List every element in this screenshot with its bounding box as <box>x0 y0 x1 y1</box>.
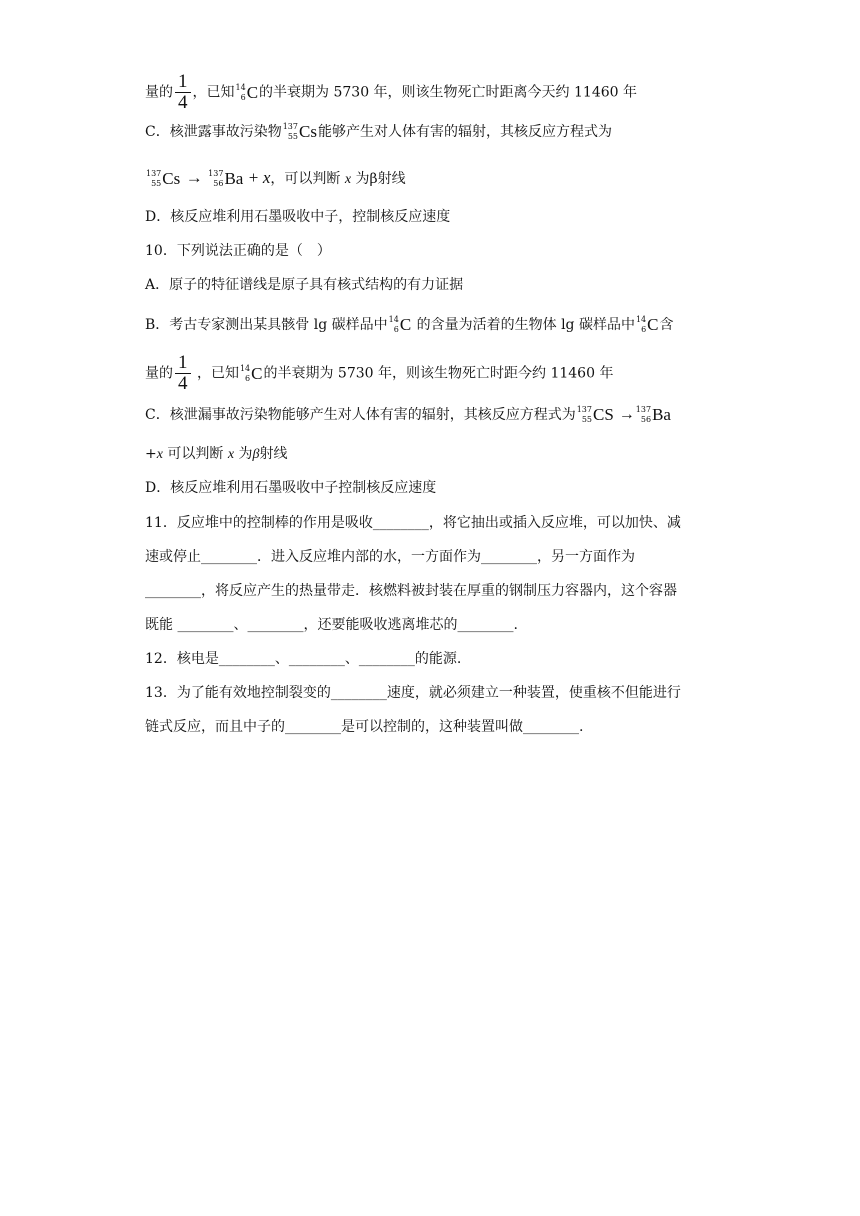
text-segment: ，可以判断 <box>270 171 341 187</box>
plus-sign: + <box>145 446 157 462</box>
text-segment: 可以判断 <box>162 446 228 462</box>
question-10-option-b-line2 <box>145 353 613 394</box>
question-11-line3: ________，将反应产生的热量带走．核燃料被封装在厚重的钢制压力容器内，这个容器 <box>145 583 677 599</box>
text-segment: 的半衰期为 5730 年，则该生物死亡时距离今天约 11460 年 <box>259 84 637 101</box>
element-symbol: Ba <box>224 169 244 188</box>
mass-number: 14 <box>388 315 399 324</box>
question-10-option-d: D．核反应堆利用石墨吸收中子控制核反应速度 <box>145 480 437 496</box>
question-10-option-c-line2 <box>145 444 288 465</box>
plus-sign: + <box>248 168 259 187</box>
nuclide-ba137 <box>208 169 243 189</box>
nuclide-c14 <box>389 315 412 335</box>
beta-symbol: β <box>252 447 260 462</box>
question-11-line1: 11．反应堆中的控制棒的作用是吸收________，将它抽出或插入反应堆，可以加快、减 <box>145 515 681 531</box>
option-d-line: D．核反应堆利用石墨吸收中子，控制核反应速度 <box>145 209 451 225</box>
element-symbol: CS <box>593 405 614 424</box>
mass-number: 14 <box>239 363 251 373</box>
text-segment: 量的 <box>145 365 173 382</box>
reaction-arrow: → <box>185 168 203 187</box>
text-segment: 能够产生对人体有害的辐射，其核反应方程式为 <box>317 124 612 140</box>
atomic-number: 56 <box>640 415 652 424</box>
question-12: 12．核电是________、________、________的能源. <box>145 651 462 667</box>
element-symbol: C <box>246 82 259 102</box>
mass-number: 137 <box>635 405 652 414</box>
variable-x: x <box>344 172 352 187</box>
element-symbol: Ba <box>652 405 671 424</box>
text-segment: 为β射线 <box>355 171 406 187</box>
question-11-line2: 速或停止________．进入反应堆内部的水，一方面作为________，另一方面作为 <box>145 549 635 565</box>
element-symbol: C <box>251 363 263 383</box>
atomic-number: 55 <box>581 415 592 424</box>
fraction-numerator: 1 <box>175 72 191 93</box>
question-10-option-b-line1 <box>145 315 674 335</box>
text-segment: ，已知 <box>192 84 235 101</box>
mass-number: 137 <box>208 169 224 178</box>
nuclide-cs137 <box>146 169 180 189</box>
element-symbol: C <box>399 315 412 334</box>
fraction-quarter <box>175 72 191 113</box>
question-10-option-a: A．原子的特征谱线是原子具有核式结构的有力证据 <box>145 277 464 293</box>
atomic-number: 6 <box>393 325 399 334</box>
text-segment: ，已知 <box>192 365 239 382</box>
mass-number: 137 <box>576 405 592 414</box>
text-segment: C．核泄漏事故污染物能够产生对人体有害的辐射，其核反应方程式为 <box>145 407 576 423</box>
nuclide-cs137 <box>283 122 317 142</box>
variable-x: x <box>156 447 163 462</box>
element-symbol: Cs <box>162 169 181 188</box>
fraction-denominator: 4 <box>178 92 188 113</box>
variable-x: x <box>227 447 235 462</box>
question-10-option-c-line1 <box>145 405 672 425</box>
text-segment: B．考古专家测出某具骸骨 lg 碳样品中 <box>145 317 388 333</box>
variable-x: x <box>262 168 271 187</box>
atomic-number: 6 <box>245 373 251 383</box>
element-symbol: C <box>647 315 659 334</box>
nuclide-ba137 <box>636 405 671 425</box>
reaction-equation-line <box>145 168 406 190</box>
text-segment: 量的 <box>145 84 173 101</box>
mass-number: 137 <box>146 169 162 178</box>
nuclide-cs137 <box>577 405 614 425</box>
option-c-line <box>145 122 612 142</box>
question-13-line1: 13．为了能有效地控制裂变的________速度，就必须建立一种装置，使重核不但能进行 <box>145 685 681 701</box>
text-segment: 的含量为活着的生物体 lg 碳样品中 <box>412 317 635 333</box>
question-13-line2: 链式反应，而且中子的________是可以控制的，这种装置叫做________. <box>145 719 584 735</box>
question-10-stem: 10．下列说法正确的是（ ） <box>145 243 331 259</box>
element-symbol: Cs <box>299 122 317 141</box>
atomic-number: 6 <box>641 325 647 334</box>
atomic-number: 55 <box>287 132 298 141</box>
atomic-number: 6 <box>240 92 246 102</box>
text-segment: 射线 <box>259 446 288 462</box>
question-11-line4: 既能 ________、________，还要能吸收逃离堆芯的________. <box>145 617 518 633</box>
fraction-denominator: 4 <box>178 373 188 394</box>
atomic-number: 55 <box>151 179 162 188</box>
nuclide-c14 <box>236 83 259 103</box>
option-b-continuation <box>145 72 637 113</box>
nuclide-c14 <box>636 315 659 335</box>
text-segment: C．核泄露事故污染物 <box>145 124 282 140</box>
reaction-arrow: → <box>614 406 635 423</box>
text-segment: 含 <box>659 317 674 333</box>
atomic-number: 56 <box>213 179 224 188</box>
nuclide-c14 <box>240 364 263 384</box>
fraction-numerator: 1 <box>175 353 191 374</box>
text-segment: 的半衰期为 5730 年，则该生物死亡时距今约 11460 年 <box>263 365 614 382</box>
fraction-quarter <box>175 353 191 394</box>
mass-number: 14 <box>235 82 246 92</box>
mass-number: 137 <box>282 122 298 131</box>
mass-number: 14 <box>635 315 647 324</box>
text-segment: 为 <box>234 446 253 462</box>
